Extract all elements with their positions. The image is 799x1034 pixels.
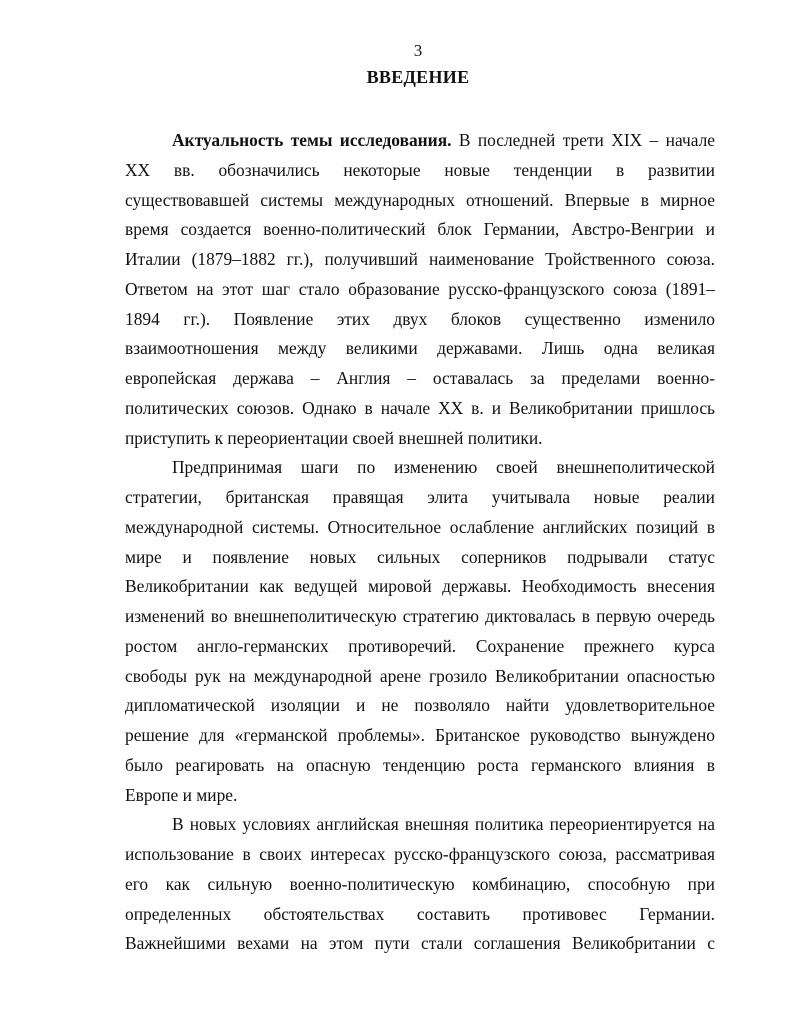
section-heading: ВВЕДЕНИЕ: [366, 67, 470, 87]
text-line: В новых условиях английская внешняя политика переориентируется на: [172, 814, 715, 835]
text-line: Италии (1879–1882 гг.), получивший наименование Тройственного союза.: [125, 249, 715, 269]
text-line: стратегии, британская правящая элита учитывала новые реалии: [125, 487, 715, 507]
text-line: свободы рук на международной арене грозило Великобритании опасностью: [125, 665, 715, 686]
text-line: взаимоотношения между великими державами. Лишь одна великая: [125, 338, 715, 359]
text-line: было реагировать на опасную тенденцию роста германского влияния в: [125, 754, 715, 775]
text-line: Важнейшими вехами на этом пути стали соглашения Великобритании с: [125, 933, 715, 954]
text-line: международной системы. Относительное ослабление английских позиций в: [125, 516, 715, 537]
text-line: XX вв. обозначились некоторые новые тенденции в развитии: [125, 159, 715, 180]
text-line: использование в своих интересах русско-французского союза, рассматривая: [125, 844, 715, 864]
text-line: дипломатической изоляции и не позволяло найти удовлетворительное: [125, 695, 715, 716]
text-line: Европе и мире.: [125, 784, 238, 805]
text-line: мире и появление новых сильных соперников подрывали статус: [125, 546, 715, 567]
text-line: европейская держава – Англия – оставалась за пределами военно-: [125, 368, 715, 388]
body-text: [125, 126, 715, 959]
text-line: политических союзов. Однако в начале XX в. и Великобритании пришлось: [125, 397, 715, 418]
paragraph-2: [125, 453, 715, 810]
text-line: определенных обстоятельствах составить противовес Германии.: [125, 903, 715, 924]
text-line: Предпринимая шаги по изменению своей внешнеполитической: [172, 457, 715, 478]
paragraph-3: [125, 810, 715, 959]
text-line: время создается военно-политический блок Германии, Австро-Венгрии и: [125, 219, 715, 240]
text-line: ростом англо-германских противоречий. Сохранение прежнего курса: [125, 635, 715, 656]
text-line: решение для «германской проблемы». Британское руководство вынуждено: [125, 725, 715, 745]
page-number: 3: [413, 41, 423, 60]
lead-phrase: Актуальность темы исследования.: [172, 130, 452, 150]
text-line: Великобритании как ведущей мировой державы. Необходимость внесения: [125, 576, 715, 597]
text-line: его как сильную военно-политическую комбинацию, способную при: [125, 873, 715, 894]
text-line: приступить к переориентации своей внешней политики.: [125, 427, 543, 448]
text-line: Ответом на этот шаг стало образование русско-французского союза (1891–: [125, 278, 715, 299]
text-line: существовавшей системы международных отношений. Впервые в мирное: [125, 189, 715, 210]
text-line: Актуальность темы исследования. В последней трети XIX – начале: [172, 130, 715, 150]
text-line: 1894 гг.). Появление этих двух блоков существенно изменило: [125, 308, 715, 329]
paragraph-1: [125, 126, 715, 453]
text-line: изменений во внешнеполитическую стратегию диктовалась в первую очередь: [125, 606, 715, 626]
